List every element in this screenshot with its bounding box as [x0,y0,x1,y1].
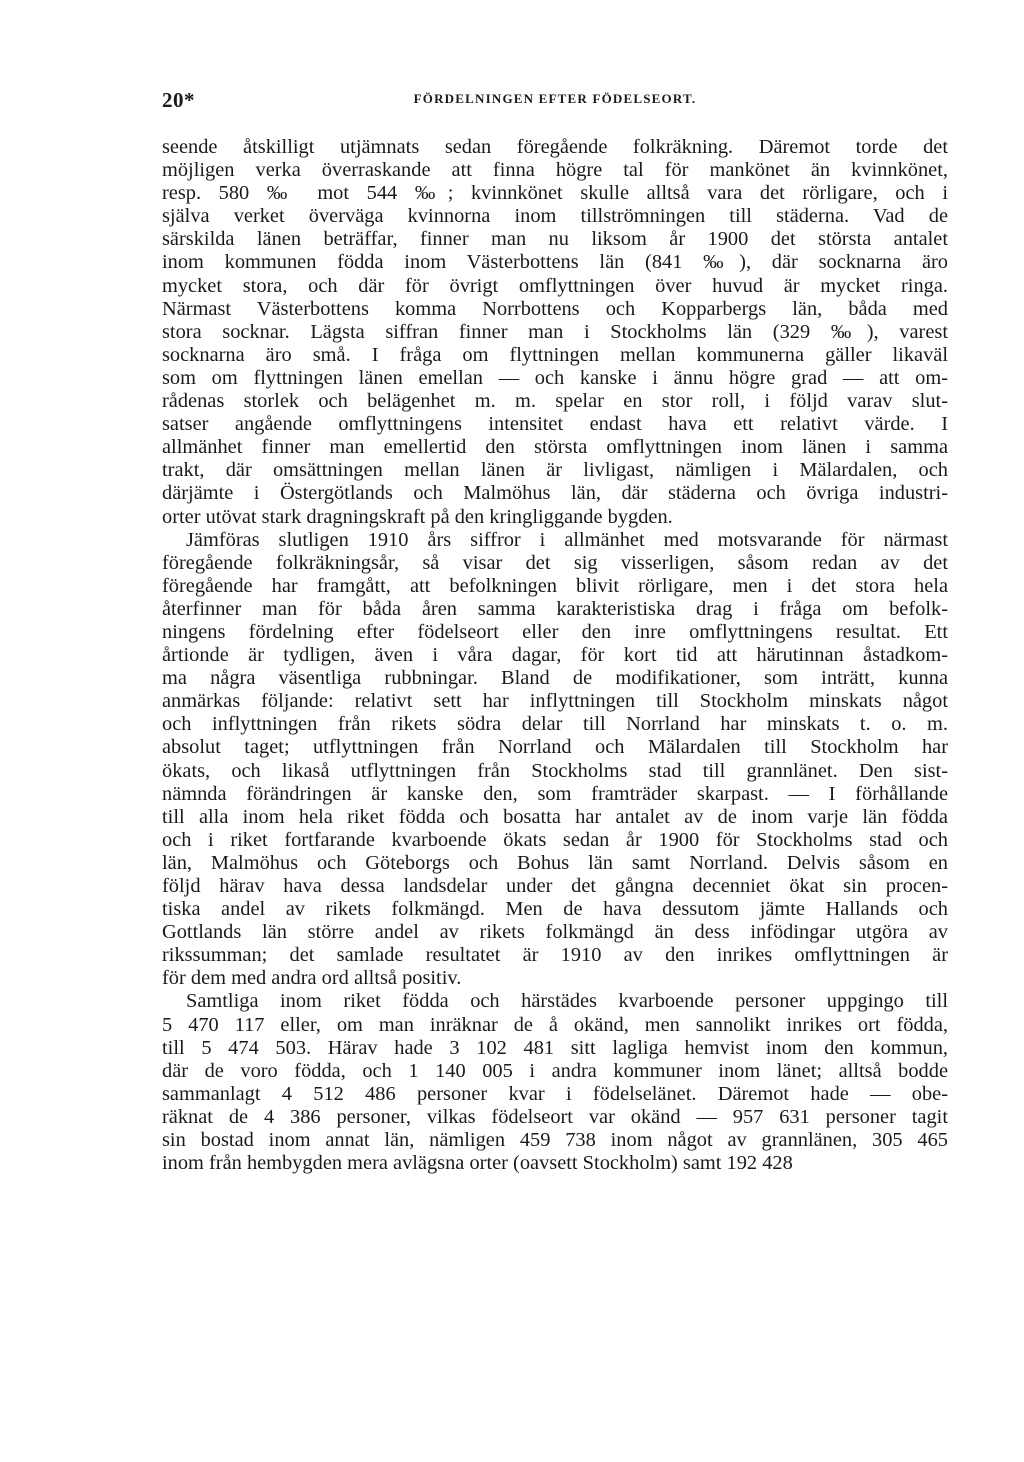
text-line: sammanlagt 4 512 486 personer kvar i födelselänet. Däremot hade — obe- [162,1082,948,1105]
text-line: föregående har framgått, att befolkningen blivit rörligare, men i det stora hela [162,574,948,597]
text-line: rådenas storlek och belägenhet m. m. spelar en stor roll, i följd varav slut- [162,390,948,413]
text-line: Samtliga inom riket födda och härstädes kvarboende personer uppgingo till [186,990,948,1013]
text-line: och i riket fortfarande kvarboende ökats sedan år 1900 för Stockholms stad och [162,828,948,851]
text-line: satser angående omflyttningens intensitet endast hava ett relativt värde. I [162,413,948,436]
body-text [162,136,948,1175]
text-line: trakt, där omsättningen mellan länen är livligast, nämligen i Mälardalen, och [162,459,948,482]
text-line: till alla inom hela riket födda och bosatta har antalet av de inom varje län födda [162,805,948,828]
text-line: Jämföras slutligen 1910 års siffror i allmänhet med motsvarande för närmast [186,528,948,551]
text-line: årtionde är tydligen, även i våra dagar, för kort tid att härutinnan åstadkom- [162,644,948,667]
paragraph [162,529,948,991]
text-line: absolut taget; utflyttningen från Norrland och Mälardalen till Stockholm har [162,736,948,759]
text-line: stora socknar. Lägsta siffran finner man i Stockholms län (329 ‰), varest [162,320,948,343]
text-line: rikssumman; det samlade resultatet är 1910 av den inrikes omflyttningen är [162,944,948,967]
text-line: sin bostad inom annat län, nämligen 459 738 inom något av grannlänen, 305 465 [162,1129,948,1152]
text-line: seende åtskilligt utjämnats sedan föregående folkräkning. Däremot torde det [162,136,948,158]
text-line: återfinner man för båda åren samma karakteristiska drag i fråga om befolk- [162,597,948,620]
text-line: inom kommunen födda inom Västerbottens län (841 ‰), där socknarna äro [162,251,948,274]
text-line: för dem med andra ord alltså positiv. [162,967,462,990]
text-line: orter utövat stark dragningskraft på den kringliggande bygden. [162,505,673,528]
page-number: 20* [162,88,195,112]
text-line: särskilda länen beträffar, finner man nu liksom år 1900 det största antalet [162,228,948,251]
text-line: räknat de 4 386 personer, vilkas födelseort var okänd — 957 631 personer tagit [162,1105,948,1128]
text-line: Närmast Västerbottens komma Norrbottens och Kopparbergs län, båda med [162,297,948,320]
paragraph [162,136,948,529]
text-line: ma några väsentliga rubbningar. Bland de modifikationer, som inträtt, kunna [162,667,948,690]
text-line: socknarna äro små. I fråga om flyttningen mellan kommunerna gäller likaväl [162,343,948,366]
text-line: ningens fördelning efter födelseort eller den inre omflyttningens resultat. Ett [162,620,948,643]
text-line: därjämte i Östergötlands och Malmöhus län, där städerna och övriga industri- [162,482,948,505]
text-line: tiska andel av rikets folkmängd. Men de hava dessutom jämte Hallands och [162,898,948,921]
text-line: som om flyttningen länen emellan — och kanske i ännu högre grad — att om- [162,366,948,389]
text-line: ökats, och likaså utflyttningen från Stockholms stad till grannlänet. Den sist- [162,759,948,782]
text-line: anmärkas följande: relativt sett har inflyttningen till Stockholm minskats något [162,690,948,713]
text-line: allmänhet finner man emellertid den största omflyttningen inom länen i samma [162,436,948,459]
text-line: till 5 474 503. Härav hade 3 102 481 sitt lagliga hemvist inom den kommun, [162,1036,948,1059]
text-line: inom från hembygden mera avlägsna orter (oavsett Stockholm) samt 192 428 [162,1152,793,1175]
text-line: län, Malmöhus och Göteborgs och Bohus län samt Norrland. Delvis såsom en [162,851,948,874]
text-line: mycket stora, och där för övrigt omflyttningen över huvud är mycket ringa. [162,274,948,297]
text-line: nämnda förändringen är kanske den, som framträder skarpast. — I förhållande [162,782,948,805]
text-line: 5 470 117 eller, om man inräknar de å okänd, men sannolikt inrikes ort födda, [162,1013,948,1036]
running-head: FÖRDELNINGEN EFTER FÖDELSEORT. [413,91,697,106]
text-line: föregående folkräkningsår, så visar det sig visserligen, såsom redan av det [162,551,948,574]
paragraph [162,990,948,1175]
page-header [162,88,948,114]
text-line: och inflyttningen från rikets södra delar till Norrland har minskats t. o. m. [162,713,948,736]
text-line: själva verket överväga kvinnorna inom tillströmningen till städerna. Vad de [162,205,948,228]
text-line: resp. 580 ‰ mot 544 ‰; kvinnkönet skulle alltså vara det rörligare, och i [162,182,948,205]
text-line: möjligen verka överraskande att finna högre tal för mankönet än kvinnkönet, [162,159,948,182]
text-line: där de voro födda, och 1 140 005 i andra kommuner inom länet; alltså bodde [162,1059,948,1082]
text-line: Gottlands län större andel av rikets folkmängd än dess infödingar utgöra av [162,921,948,944]
text-line: följd härav hava dessa landsdelar under det gångna decenniet ökat sin procen- [162,875,948,897]
